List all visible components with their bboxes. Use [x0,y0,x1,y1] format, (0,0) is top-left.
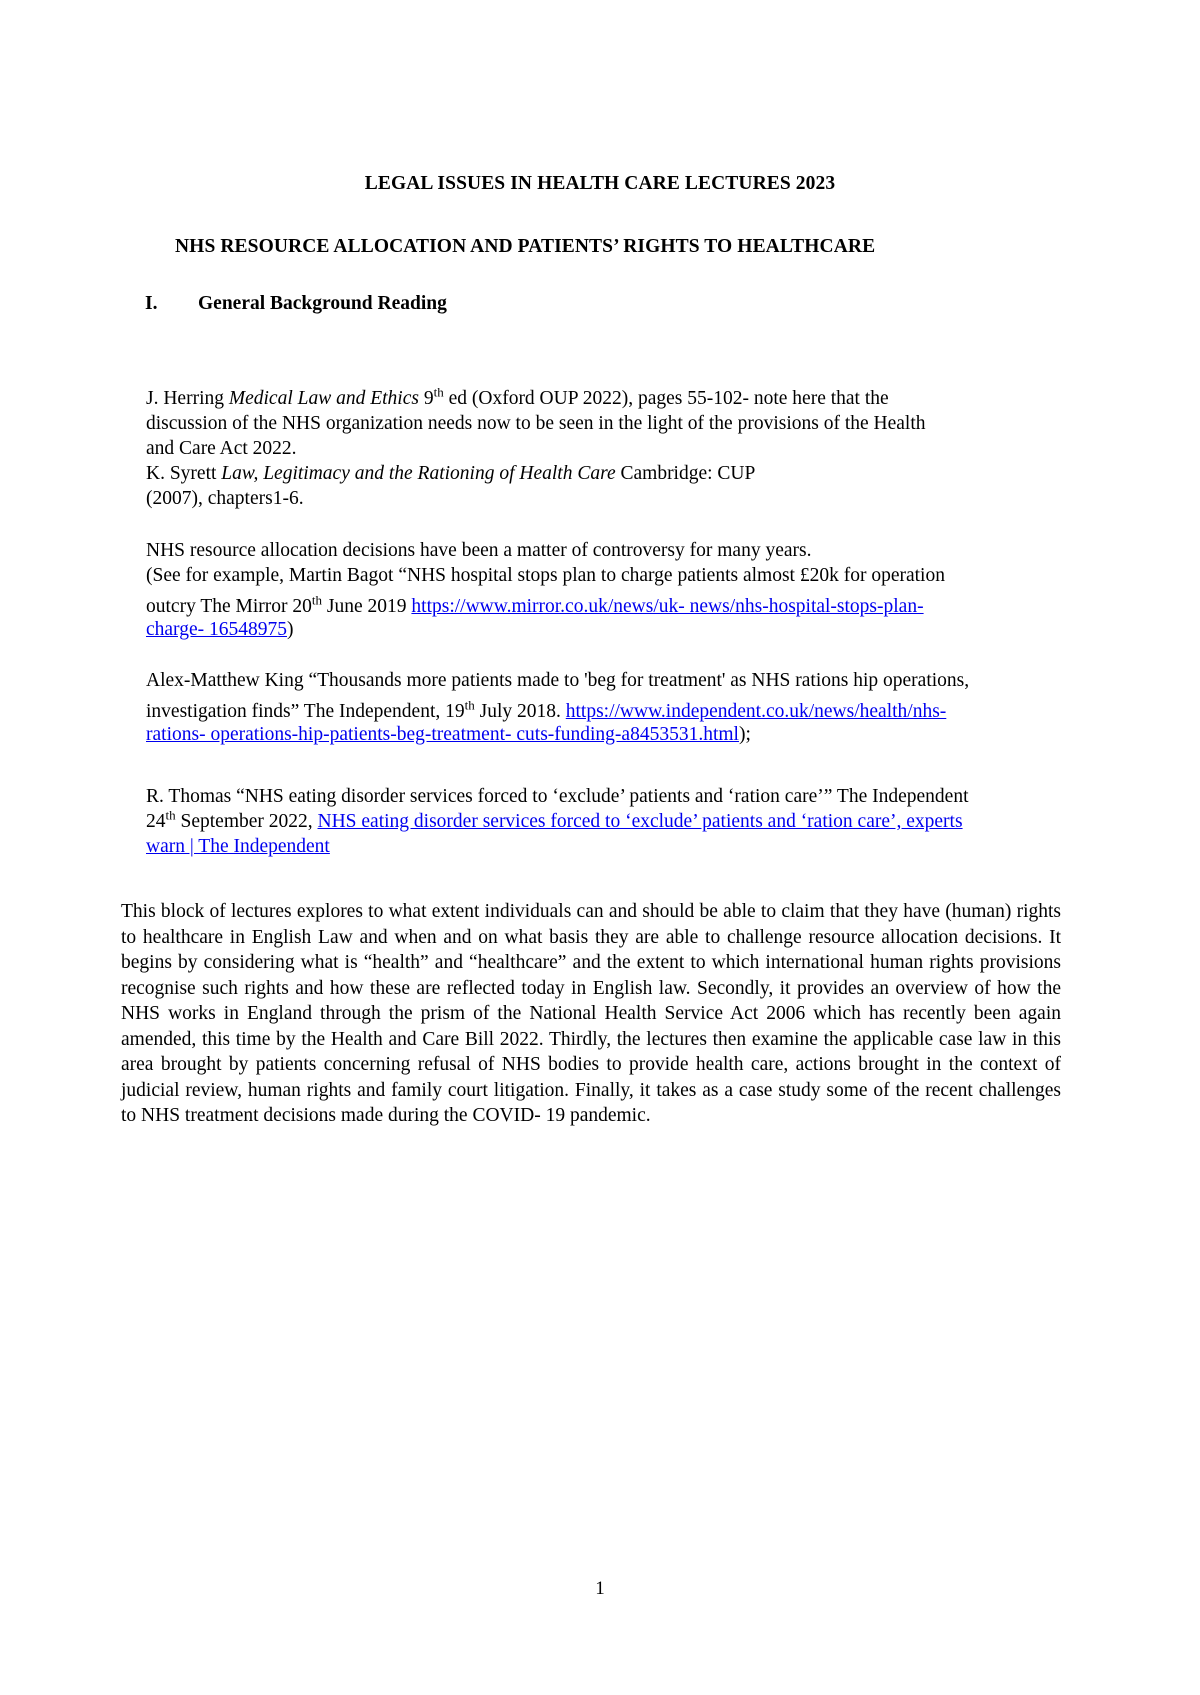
reference-line: (2007), chapters1-6. [146,488,304,509]
reference-line [146,809,1091,834]
ordinal-suffix: th [311,592,323,608]
ordinal-suffix: th [433,384,444,400]
reference-line: and Care Act 2022. [146,438,297,459]
page-number: 1 [595,1578,605,1599]
reference-text: September 2022, [175,811,318,832]
document-subtitle: NHS RESOURCE ALLOCATION AND PATIENTS’ RIGHTS TO HEALTHCARE [175,236,876,257]
reference-line: R. Thomas “NHS eating disorder services forced to ‘exclude’ patients and ‘ration care’” The Independent [146,786,969,807]
reference-author: J. Herring [146,388,229,409]
section-number: I. [145,293,158,314]
reference-line [146,834,1091,859]
reference-text: 24 [146,811,166,832]
reference-syrett [146,461,1091,511]
reference-text: ); [738,724,751,745]
reference-bagot [146,538,1091,642]
eating-disorder-article-link[interactable]: NHS eating disorder services forced to ‘exclude’ patients and ‘ration care’, experts [317,811,963,832]
reference-line: Alex-Matthew King “Thousands more patients made to 'beg for treatment' as NHS rations hip operations, [146,670,970,691]
reference-work-title: Medical Law and Ethics [228,388,419,409]
reference-text: July 2018. [474,701,566,722]
reference-thomas [146,784,1091,859]
reference-text: investigation finds” The Independent, 19 [146,701,465,722]
reference-text: ed (Oxford OUP 2022), pages 55-102- note here that the [443,388,889,409]
reference-text: Cambridge: CUP [615,463,756,484]
reference-work-title: Law, Legitimacy and the Rationing of Health Care [221,463,616,484]
document-title: LEGAL ISSUES IN HEALTH CARE LECTURES 2023 [364,173,836,194]
reference-text: outcry The Mirror 20 [146,596,312,617]
reference-line [146,461,1091,486]
reference-king [146,668,1091,747]
section-heading [145,293,447,315]
independent-article-link-continued[interactable]: rations- operations-hip-patients-beg-treatment- cuts-funding-a8453531.html [146,724,739,745]
section-title: General Background Reading [198,293,447,314]
reference-line [146,722,1091,747]
mirror-article-link[interactable]: https://www.mirror.co.uk/news/uk- news/nhs-hospital-stops-plan- [411,596,924,617]
reference-text: ) [286,619,294,640]
reference-text: June 2019 [322,596,412,617]
reference-line [146,386,1091,411]
reference-herring [146,386,1091,461]
reference-author: K. Syrett [146,463,222,484]
reference-line: discussion of the NHS organization needs now to be seen in the light of the provisions of the Health [146,413,926,434]
reference-line: (See for example, Martin Bagot “NHS hospital stops plan to charge patients almost £20k for operation [146,565,945,586]
reference-line: NHS resource allocation decisions have been a matter of controversy for many years. [146,540,812,561]
lecture-description-paragraph: This block of lectures explores to what extent individuals can and should be able to claim that they have (human) rights to healthcare in English Law and when and on what basis they are able to challenge resource allocation decisions. It begins by considering what is “health” and “healthcare” and the extent to which international human rights provisions recognise such rights and how these are reflected today in English law. Secondly, it provides an overview of how the NHS works in England through the prism of the National Health Service Act 2006 which has recently been again amended, this time by the Health and Care Bill 2022. Thirdly, the lectures then examine the applicable case law in this area brought by patients concerning refusal of NHS bodies to provide health care, actions brought in the context of judicial review, human rights and family court litigation. Finally, it takes as a case study some of the recent challenges to NHS treatment decisions made during the COVID- 19 pandemic. [121,901,1061,1126]
ordinal-suffix: th [464,697,475,713]
ordinal-suffix: th [165,807,176,823]
mirror-article-link-continued[interactable]: charge- 16548975 [146,619,287,640]
eating-disorder-article-link-continued[interactable]: warn | The Independent [146,836,330,857]
reference-edition: 9 [418,388,434,409]
independent-article-link[interactable]: https://www.independent.co.uk/news/health/nhs- [565,701,947,722]
